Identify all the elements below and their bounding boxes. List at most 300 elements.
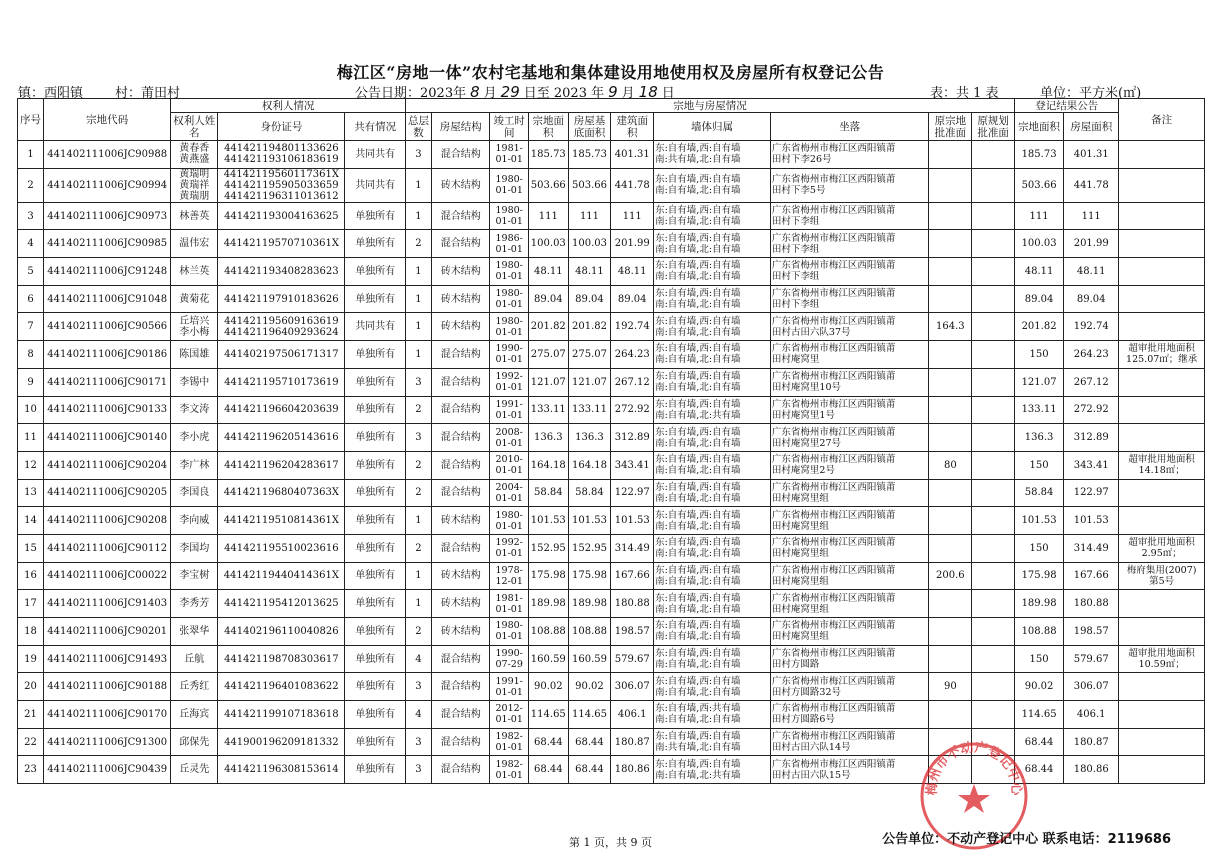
- cell-res-land: 100.03: [1015, 230, 1064, 258]
- cell-location: [770, 562, 929, 590]
- cell-res-house: 343.41: [1064, 451, 1119, 479]
- cell-orig-plan: [972, 645, 1015, 673]
- cell-structure: 混合结构: [432, 424, 490, 452]
- id-number: 441900196209181332: [224, 736, 339, 748]
- cell-share: 单独所有: [345, 368, 405, 396]
- notice-unit: 公告单位：不动产登记中心 联系电话：2119686: [882, 832, 1171, 847]
- location-line: 广东省梅州市梅江区西阳镇莆: [771, 315, 896, 327]
- cell-location: [770, 728, 929, 756]
- cell-land-area: 503.66: [528, 168, 568, 202]
- month-word: 月: [483, 86, 497, 101]
- cell-land-area: 175.98: [528, 562, 568, 590]
- cell-res-house: 180.88: [1064, 590, 1119, 618]
- cell-build-area: 312.89: [611, 424, 654, 452]
- cell-code: 441402111006JC90112: [44, 534, 171, 562]
- date-part: 2012-: [495, 703, 523, 715]
- table-row: [18, 618, 1205, 646]
- table-count: 表：共 1 表: [930, 86, 999, 101]
- cell-orig-plan: [972, 313, 1015, 341]
- seal-star: [958, 784, 990, 813]
- cell-res-land: 150: [1015, 451, 1064, 479]
- cell-res-house: 272.92: [1064, 396, 1119, 424]
- cell-boundary: [654, 141, 771, 169]
- id-number: 441421199107183618: [224, 708, 339, 720]
- cell-remark: [1119, 673, 1205, 701]
- cell-land-area: 185.73: [528, 141, 568, 169]
- cell-orig-land: [929, 202, 972, 230]
- location-line: 田村庵窝里27号: [771, 437, 842, 449]
- remark-line: 10.59㎡；: [1138, 659, 1185, 671]
- cell-floors: 3: [405, 756, 431, 784]
- location-line: 广东省梅州市梅江区西阳镇莆: [771, 481, 896, 493]
- cell-res-land: 150: [1015, 534, 1064, 562]
- cell-land-area: 160.59: [528, 645, 568, 673]
- id-number: 441421197910183626: [224, 293, 339, 305]
- cell-share: 单独所有: [345, 701, 405, 729]
- cell-boundary: [654, 756, 771, 784]
- date-part: 01-01: [495, 185, 523, 197]
- table-row: [18, 673, 1205, 701]
- cell-build-area: 111: [611, 202, 654, 230]
- date-part: 1980-: [495, 260, 523, 272]
- cell-orig-plan: [972, 202, 1015, 230]
- cell-floors: 1: [405, 507, 431, 535]
- cell-land-area: 133.11: [528, 396, 568, 424]
- cell-completion: [490, 424, 529, 452]
- cell-code: 441402111006JC91300: [44, 728, 171, 756]
- location-line: 田村下李组: [771, 243, 820, 255]
- cell-res-land: 68.44: [1015, 756, 1064, 784]
- boundary-line: 东:自有墙,西:自有墙: [655, 205, 741, 217]
- cell-res-house: 264.23: [1064, 341, 1119, 369]
- date-part: 1980-: [495, 205, 523, 217]
- id-number: 441421195510023616: [224, 542, 339, 554]
- cell-orig-land: [929, 590, 972, 618]
- cell-location: [770, 590, 929, 618]
- cell-location: [770, 645, 929, 673]
- remark-line: 超审批用地面积: [1128, 343, 1195, 355]
- cell-orig-land: [929, 168, 972, 202]
- location-line: 广东省梅州市梅江区西阳镇莆: [771, 454, 896, 466]
- location-line: 广东省梅州市梅江区西阳镇莆: [771, 703, 896, 715]
- cell-completion: [490, 396, 529, 424]
- cell-build-area: 192.74: [611, 313, 654, 341]
- cell-floors: 1: [405, 258, 431, 286]
- location-line: 田村庵窝里: [771, 354, 820, 366]
- cell-boundary: [654, 645, 771, 673]
- holder-name: 李小梅: [179, 326, 210, 338]
- boundary-line: 东:自有墙,西:共有墙: [655, 703, 741, 715]
- boundary-line: 南:自有墙,北:自有墙: [655, 575, 741, 587]
- cell-boundary: [654, 590, 771, 618]
- cell-share: 单独所有: [345, 507, 405, 535]
- cell-remark: [1119, 368, 1205, 396]
- cell-remark: [1119, 507, 1205, 535]
- cell-structure: 砖木结构: [432, 562, 490, 590]
- cell-id: [218, 562, 345, 590]
- cell-res-house: 180.86: [1064, 756, 1119, 784]
- cell-completion: [490, 673, 529, 701]
- cell-base-area: 185.73: [568, 141, 611, 169]
- table-row: [18, 141, 1205, 169]
- cell-base-area: 160.59: [568, 645, 611, 673]
- boundary-line: 南:自有墙,北:自有墙: [655, 326, 741, 338]
- cell-share: 单独所有: [345, 673, 405, 701]
- cell-res-house: 101.53: [1064, 507, 1119, 535]
- cell-boundary: [654, 396, 771, 424]
- cell-orig-land: [929, 701, 972, 729]
- header-orig-plan: 原规划批准面: [972, 113, 1015, 141]
- cell-location: [770, 202, 929, 230]
- cell-id: [218, 341, 345, 369]
- location-line: 田村庵窝里组: [771, 575, 829, 587]
- table-row: [18, 368, 1205, 396]
- cell-share: 共同共有: [345, 141, 405, 169]
- boundary-line: 南:自有墙,北:自有墙: [655, 382, 741, 394]
- location-line: 广东省梅州市梅江区西阳镇莆: [771, 143, 896, 155]
- table-row: [18, 701, 1205, 729]
- cell-seq: 23: [18, 756, 44, 784]
- cell-floors: 1: [405, 168, 431, 202]
- cell-remark: [1119, 534, 1205, 562]
- boundary-line: 东:自有墙,西:自有墙: [655, 537, 741, 549]
- cell-id: [218, 756, 345, 784]
- cell-structure: 砖木结构: [432, 285, 490, 313]
- cell-completion: [490, 479, 529, 507]
- cell-floors: 1: [405, 202, 431, 230]
- cell-build-area: 167.66: [611, 562, 654, 590]
- header-land-area: 宗地面积: [528, 113, 568, 141]
- cell-res-land: 68.44: [1015, 728, 1064, 756]
- date-part: 1982-: [495, 731, 523, 743]
- header-group-land: 宗地与房屋情况: [405, 99, 1014, 113]
- date-part: 07-29: [495, 659, 523, 671]
- cell-seq: 15: [18, 534, 44, 562]
- date-prefix: 公告日期：2023年: [355, 86, 467, 101]
- cell-floors: 3: [405, 673, 431, 701]
- cell-code: 441402111006JC90988: [44, 141, 171, 169]
- cell-holder: [171, 168, 218, 202]
- location-line: 田村下李组: [771, 299, 820, 311]
- cell-remark: [1119, 230, 1205, 258]
- header-id: 身份证号: [218, 113, 345, 141]
- cell-orig-plan: [972, 368, 1015, 396]
- cell-orig-plan: [972, 258, 1015, 286]
- date-part: 01-01: [495, 631, 523, 643]
- cell-seq: 14: [18, 507, 44, 535]
- cell-base-area: 133.11: [568, 396, 611, 424]
- cell-structure: 混合结构: [432, 202, 490, 230]
- location-line: 广东省梅州市梅江区西阳镇莆: [771, 564, 896, 576]
- location-line: 广东省梅州市梅江区西阳镇莆: [771, 288, 896, 300]
- date-part: 01-01: [495, 382, 523, 394]
- cell-code: 441402111006JC90566: [44, 313, 171, 341]
- cell-orig-plan: [972, 618, 1015, 646]
- cell-share: 单独所有: [345, 285, 405, 313]
- date-part: 1991-: [495, 398, 523, 410]
- holder-name: 李文涛: [179, 404, 210, 416]
- boundary-line: 东:自有墙,西:自有墙: [655, 481, 741, 493]
- header-share: 共有情况: [345, 113, 405, 141]
- cell-share: 单独所有: [345, 479, 405, 507]
- cell-structure: 混合结构: [432, 479, 490, 507]
- cell-share: 单独所有: [345, 645, 405, 673]
- cell-holder: [171, 451, 218, 479]
- header-location: 坐落: [770, 113, 929, 141]
- cell-id: [218, 534, 345, 562]
- location-line: 田村庵窝里组: [771, 520, 829, 532]
- date-part: 01-01: [495, 271, 523, 283]
- cell-code: 441402111006JC90188: [44, 673, 171, 701]
- cell-base-area: 48.11: [568, 258, 611, 286]
- cell-orig-land: 200.6: [929, 562, 972, 590]
- cell-orig-land: [929, 618, 972, 646]
- cell-remark: [1119, 424, 1205, 452]
- id-number: 441421198708303617: [224, 653, 339, 665]
- cell-land-area: 164.18: [528, 451, 568, 479]
- cell-base-area: 68.44: [568, 756, 611, 784]
- remark-line: 2.95㎡；: [1141, 548, 1182, 560]
- date-part: 01-01: [495, 326, 523, 338]
- table-row: [18, 230, 1205, 258]
- cell-completion: [490, 168, 529, 202]
- header-build-area: 建筑面积: [611, 113, 654, 141]
- cell-code: 441402111006JC90994: [44, 168, 171, 202]
- cell-location: [770, 618, 929, 646]
- cell-completion: [490, 618, 529, 646]
- cell-seq: 6: [18, 285, 44, 313]
- date-part: 01-01: [495, 216, 523, 228]
- town-label: 镇：西阳镇: [18, 86, 84, 101]
- id-number: 441402196110040826: [224, 625, 339, 637]
- cell-build-area: 48.11: [611, 258, 654, 286]
- id-number: 441421196401083622: [224, 681, 339, 693]
- cell-res-house: 198.57: [1064, 618, 1119, 646]
- cell-structure: 砖木结构: [432, 590, 490, 618]
- cell-holder: [171, 341, 218, 369]
- page-number: 第 1 页，共 9 页: [569, 836, 652, 849]
- table-row: [18, 424, 1205, 452]
- cell-orig-plan: [972, 673, 1015, 701]
- location-line: 田村方圆路: [771, 659, 820, 671]
- cell-seq: 20: [18, 673, 44, 701]
- date-part: 1980-: [495, 174, 523, 186]
- location-line: 田村庵窝里组: [771, 492, 829, 504]
- cell-location: [770, 396, 929, 424]
- cell-res-house: 441.78: [1064, 168, 1119, 202]
- cell-orig-land: [929, 645, 972, 673]
- cell-seq: 11: [18, 424, 44, 452]
- cell-seq: 7: [18, 313, 44, 341]
- cell-share: 单独所有: [345, 424, 405, 452]
- table-row: [18, 645, 1205, 673]
- cell-floors: 3: [405, 141, 431, 169]
- cell-base-area: 121.07: [568, 368, 611, 396]
- cell-orig-land: 164.3: [929, 313, 972, 341]
- cell-holder: [171, 424, 218, 452]
- cell-res-house: 192.74: [1064, 313, 1119, 341]
- cell-share: 单独所有: [345, 562, 405, 590]
- cell-seq: 13: [18, 479, 44, 507]
- cell-floors: 2: [405, 230, 431, 258]
- cell-land-area: 121.07: [528, 368, 568, 396]
- cell-share: 单独所有: [345, 258, 405, 286]
- cell-orig-plan: [972, 562, 1015, 590]
- cell-completion: [490, 728, 529, 756]
- cell-floors: 1: [405, 562, 431, 590]
- cell-share: 单独所有: [345, 590, 405, 618]
- id-number: 441421196308153614: [224, 764, 339, 776]
- cell-share: 单独所有: [345, 341, 405, 369]
- holder-name: 丘海宾: [179, 708, 210, 720]
- id-number: 441421196311013612: [224, 190, 339, 202]
- cell-res-land: 114.65: [1015, 701, 1064, 729]
- cell-share: 单独所有: [345, 230, 405, 258]
- location-line: 广东省梅州市梅江区西阳镇莆: [771, 174, 896, 186]
- cell-holder: [171, 590, 218, 618]
- cell-res-house: 111: [1064, 202, 1119, 230]
- cell-remark: [1119, 451, 1205, 479]
- cell-location: [770, 534, 929, 562]
- cell-build-area: 201.99: [611, 230, 654, 258]
- cell-res-house: 89.04: [1064, 285, 1119, 313]
- cell-land-area: 58.84: [528, 479, 568, 507]
- cell-floors: 2: [405, 396, 431, 424]
- cell-structure: 砖木结构: [432, 507, 490, 535]
- cell-build-area: 198.57: [611, 618, 654, 646]
- cell-holder: [171, 368, 218, 396]
- cell-completion: [490, 368, 529, 396]
- cell-boundary: [654, 424, 771, 452]
- location-line: 田村庵窝里组: [771, 548, 829, 560]
- date-part: 01-01: [495, 154, 523, 166]
- cell-structure: 砖木结构: [432, 168, 490, 202]
- cell-base-area: 275.07: [568, 341, 611, 369]
- location-line: 广东省梅州市梅江区西阳镇莆: [771, 675, 896, 687]
- cell-id: [218, 396, 345, 424]
- cell-res-house: 180.87: [1064, 728, 1119, 756]
- cell-location: [770, 258, 929, 286]
- header-holder: 权利人姓名: [171, 113, 218, 141]
- remark-line: 125.07㎡；继承: [1126, 354, 1198, 366]
- cell-code: 441402111006JC90973: [44, 202, 171, 230]
- cell-code: 441402111006JC90208: [44, 507, 171, 535]
- remark-line: 超审批用地面积: [1128, 454, 1195, 466]
- cell-id: [218, 673, 345, 701]
- date-part: 1980-: [495, 509, 523, 521]
- date-part: 1992-: [495, 371, 523, 383]
- cell-structure: 混合结构: [432, 756, 490, 784]
- boundary-line: 东:自有墙,西:自有墙: [655, 143, 741, 155]
- cell-res-land: 108.88: [1015, 618, 1064, 646]
- cell-floors: 2: [405, 451, 431, 479]
- cell-res-house: 201.99: [1064, 230, 1119, 258]
- cell-land-area: 90.02: [528, 673, 568, 701]
- boundary-line: 南:自有墙,北:自有墙: [655, 714, 741, 726]
- location-line: 广东省梅州市梅江区西阳镇莆: [771, 648, 896, 660]
- cell-id: [218, 368, 345, 396]
- cell-structure: 混合结构: [432, 645, 490, 673]
- location-line: 田村庵窝里组: [771, 631, 829, 643]
- header-structure: 房屋结构: [432, 113, 490, 141]
- cell-holder: [171, 645, 218, 673]
- table-body: [18, 141, 1205, 784]
- header-code: 宗地代码: [44, 99, 171, 141]
- cell-base-area: 58.84: [568, 479, 611, 507]
- location-line: 广东省梅州市梅江区西阳镇莆: [771, 731, 896, 743]
- cell-holder: [171, 230, 218, 258]
- cell-code: 441402111006JC91048: [44, 285, 171, 313]
- location-line: 田村方圆路32号: [771, 686, 842, 698]
- boundary-line: 南:自有墙,北:自有墙: [655, 603, 741, 615]
- date-part: 1990-: [495, 648, 523, 660]
- cell-code: 441402111006JC91403: [44, 590, 171, 618]
- cell-remark: [1119, 202, 1205, 230]
- cell-seq: 12: [18, 451, 44, 479]
- location-line: 广东省梅州市梅江区西阳镇莆: [771, 426, 896, 438]
- cell-id: [218, 424, 345, 452]
- date-part: 1990-: [495, 343, 523, 355]
- cell-res-land: 48.11: [1015, 258, 1064, 286]
- cell-code: 441402111006JC90201: [44, 618, 171, 646]
- cell-completion: [490, 590, 529, 618]
- cell-orig-plan: [972, 507, 1015, 535]
- boundary-line: 东:自有墙,西:自有墙: [655, 758, 741, 770]
- cell-orig-plan: [972, 701, 1015, 729]
- cell-remark: [1119, 141, 1205, 169]
- cell-res-land: 185.73: [1015, 141, 1064, 169]
- location-line: 田村下李组: [771, 216, 820, 228]
- header-orig-land: 原宗地批准面: [929, 113, 972, 141]
- registration-table: [17, 98, 1205, 784]
- cell-completion: [490, 534, 529, 562]
- cell-orig-land: [929, 258, 972, 286]
- remark-line: 超审批用地面积: [1128, 648, 1195, 660]
- cell-orig-plan: [972, 168, 1015, 202]
- cell-land-area: 136.3: [528, 424, 568, 452]
- cell-floors: 3: [405, 728, 431, 756]
- cell-seq: 5: [18, 258, 44, 286]
- location-line: 田村下李组: [771, 271, 820, 283]
- cell-share: 单独所有: [345, 451, 405, 479]
- cell-share: 共同共有: [345, 168, 405, 202]
- holder-name: 林善英: [179, 210, 210, 222]
- table-row: [18, 313, 1205, 341]
- cell-boundary: [654, 728, 771, 756]
- boundary-line: 东:自有墙,西:自有墙: [655, 260, 741, 272]
- boundary-line: 南:自有墙,北:自有墙: [655, 243, 741, 255]
- boundary-line: 东:自有墙,西:自有墙: [655, 564, 741, 576]
- cell-code: 441402111006JC90205: [44, 479, 171, 507]
- cell-floors: 3: [405, 368, 431, 396]
- cell-floors: 1: [405, 313, 431, 341]
- date-part: 2004-: [495, 481, 523, 493]
- cell-build-area: 579.67: [611, 645, 654, 673]
- cell-structure: 混合结构: [432, 368, 490, 396]
- holder-name: 李小虎: [179, 432, 210, 444]
- cell-structure: 混合结构: [432, 673, 490, 701]
- cell-orig-land: [929, 341, 972, 369]
- cell-id: [218, 141, 345, 169]
- date-part: 1986-: [495, 232, 523, 244]
- cell-boundary: [654, 258, 771, 286]
- cell-res-land: 136.3: [1015, 424, 1064, 452]
- boundary-line: 南:自有墙,北:共有墙: [655, 409, 741, 421]
- cell-res-land: 89.04: [1015, 285, 1064, 313]
- cell-res-house: 48.11: [1064, 258, 1119, 286]
- cell-orig-land: [929, 479, 972, 507]
- cell-remark: [1119, 645, 1205, 673]
